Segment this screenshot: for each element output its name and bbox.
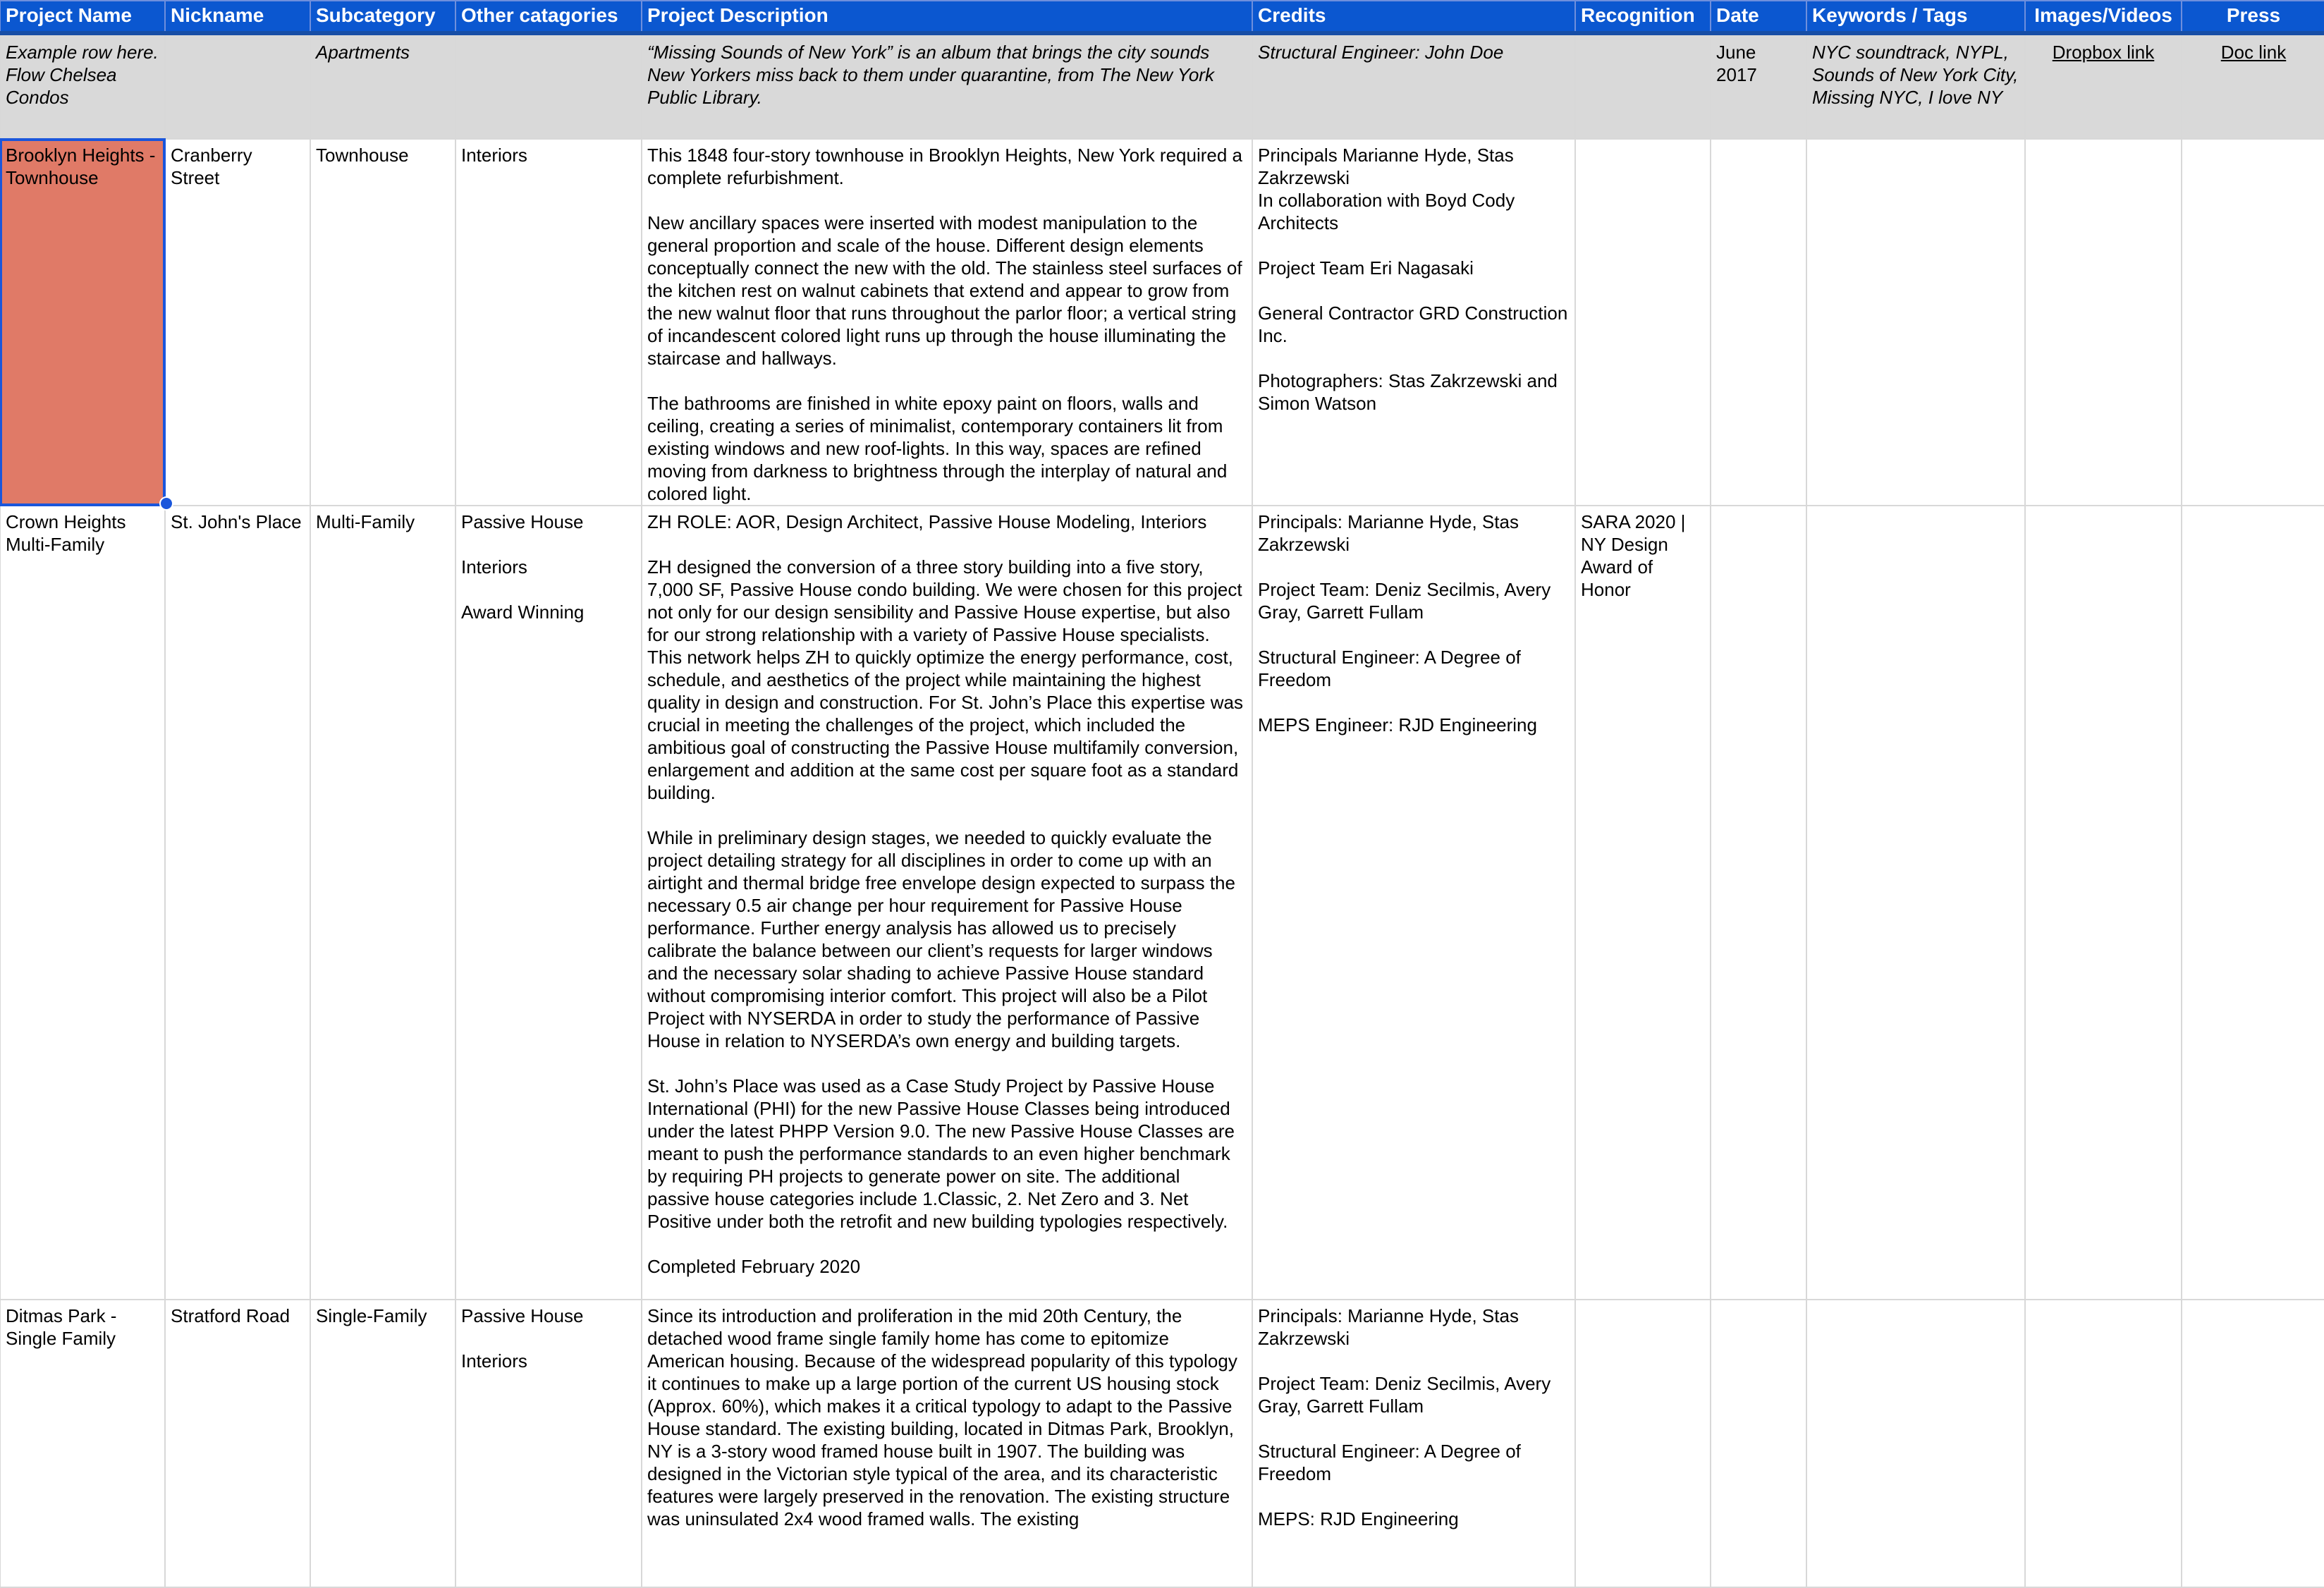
cell-credits[interactable]: Principals Marianne Hyde, Stas Zakrzewski In collaboration with Boyd Cody Architects Project Team Eri Nagasaki General Contractor GRD Construction Inc. Photographers: Stas Zakrzewski and Simon Watson: [1252, 139, 1575, 506]
cell-other-categories[interactable]: Passive House Interiors Award Winning: [455, 506, 642, 1300]
cell-project-description[interactable]: This 1848 four-story townhouse in Brooklyn Heights, New York required a complete refurbishment. New ancillary spaces were inserted with modest manipulation to the general proportion and scale of the house. Different design elements conceptually connect the new with the old. The stainless steel surfaces of the kitchen rest on walnut cabinets that extend and appear to grow from the new walnut floor that runs throughout the parlor floor; a vertical string of incandescent colored light runs up through the house illuminating the staircase and hallways. The bathrooms are finished in white epoxy paint on floors, walls and ceiling, creating a series of minimalist, contemporary containers lit from existing windows and new roof-lights. In this way, spaces are refined moving from darkness to brightness through the interplay of natural and colored light.: [642, 139, 1252, 506]
column-header-subcategory[interactable]: Subcategory: [310, 1, 455, 33]
cell-date[interactable]: June 2017: [1711, 33, 1806, 139]
cell-other-categories[interactable]: Interiors: [455, 139, 642, 506]
column-header-press[interactable]: Press: [2182, 1, 2324, 33]
cell-recognition[interactable]: [1575, 1300, 1711, 1587]
cell-nickname[interactable]: Stratford Road: [165, 1300, 310, 1587]
cell-press[interactable]: [2182, 506, 2324, 1300]
column-header-images-videos[interactable]: Images/Videos: [2025, 1, 2182, 33]
cell-keywords-tags[interactable]: NYC soundtrack, NYPL, Sounds of New York City, Missing NYC, I love NY: [1806, 33, 2025, 139]
column-header-credits[interactable]: Credits: [1252, 1, 1575, 33]
table-row: [0, 506, 2324, 1300]
table-row: [0, 139, 2324, 506]
column-header-keywords-tags[interactable]: Keywords / Tags: [1806, 1, 2025, 33]
column-header-nickname[interactable]: Nickname: [165, 1, 310, 33]
doc-link[interactable]: Doc link: [2220, 42, 2287, 63]
cell-press[interactable]: [2182, 33, 2324, 139]
selection-fill-handle[interactable]: [159, 496, 173, 511]
cell-subcategory[interactable]: Townhouse: [310, 139, 455, 506]
cell-nickname[interactable]: Cranberry Street: [165, 139, 310, 506]
cell-project-name-selected[interactable]: Brooklyn Heights - Townhouse: [0, 139, 165, 506]
column-header-project-name[interactable]: Project Name: [0, 1, 165, 33]
cell-date[interactable]: [1711, 1300, 1806, 1587]
column-header-date[interactable]: Date: [1711, 1, 1806, 33]
cell-project-name[interactable]: Crown Heights Multi-Family: [0, 506, 165, 1300]
cell-nickname[interactable]: [165, 33, 310, 139]
example-row: [0, 33, 2324, 139]
cell-date[interactable]: [1711, 506, 1806, 1300]
cell-project-description[interactable]: Since its introduction and proliferation in the mid 20th Century, the detached wood frame single family home has come to epitomize American housing. Because of the widespread popularity of this typology it continues to make up a large portion of the current US housing stock (Approx. 60%), which makes it a critical typology to adapt to the Passive House standard. The existing building, located in Ditmas Park, Brooklyn, NY is a 3-story wood framed house built in 1907. The building was designed in the Victorian style typical of the area, and its characteristic features were largely preserved in the renovation. The existing structure was uninsulated 2x4 wood framed walls. The existing: [642, 1300, 1252, 1587]
cell-project-description[interactable]: ZH ROLE: AOR, Design Architect, Passive House Modeling, Interiors ZH designed the conversion of a three story building into a five story, 7,000 SF, Passive House condo building. We were chosen for this project not only for our design sensibility and Passive House expertise, but also for our strong relationship with a variety of Passive House specialists. This network helps ZH to quickly optimize the energy performance, cost, schedule, and aesthetics of the project while maintaining the highest quality in design and construction. For St. John’s Place this expertise was crucial in meeting the challenges of the project, which included the ambitious goal of constructing the Passive House multifamily conversion, enlargement and addition at the same cost per square foot as a standard building. While in preliminary design stages, we needed to quickly evaluate the project detailing strategy for all disciplines in order to come up with an airtight and thermal bridge free envelope design expected to surpass the necessary 0.5 air change per hour requirement for Passive House performance. Further energy analysis has allowed us to precisely calibrate the balance between our client’s requests for larger windows and the necessary solar shading to achieve Passive House standard without compromising interior comfort. This project will also be a Pilot Project with NYSERDA in order to study the performance of Passive House in relation to NYSERDA’s own energy and building targets. St. John’s Place was used as a Case Study Project by Passive House International (PHI) for the new Passive House Classes being introduced under the latest PHPP Version 9.0. The new Passive House Classes are meant to push the performance standards to an even higher benchmark by requiring PH projects to generate power on site. The additional passive house categories include 1.Classic, 2. Net Zero and 3. Net Positive under both the retrofit and new building typologies respectively. Completed February 2020: [642, 506, 1252, 1300]
cell-other-categories[interactable]: [455, 33, 642, 139]
cell-project-name[interactable]: Ditmas Park - Single Family: [0, 1300, 165, 1587]
cell-images-videos[interactable]: [2025, 1300, 2182, 1587]
cell-subcategory[interactable]: Apartments: [310, 33, 455, 139]
column-header-recognition[interactable]: Recognition: [1575, 1, 1711, 33]
cell-other-categories[interactable]: Passive House Interiors: [455, 1300, 642, 1587]
column-header-other-categories[interactable]: Other catagories: [455, 1, 642, 33]
cell-recognition[interactable]: [1575, 33, 1711, 139]
cell-keywords-tags[interactable]: [1806, 1300, 2025, 1587]
table-row: [0, 1300, 2324, 1587]
cell-nickname[interactable]: St. John's Place: [165, 506, 310, 1300]
cell-keywords-tags[interactable]: [1806, 506, 2025, 1300]
cell-images-videos[interactable]: [2025, 139, 2182, 506]
cell-credits[interactable]: Principals: Marianne Hyde, Stas Zakrzewski Project Team: Deniz Secilmis, Avery Gray, Garrett Fullam Structural Engineer: A Degree of Freedom MEPS Engineer: RJD Engineering: [1252, 506, 1575, 1300]
cell-subcategory[interactable]: Multi-Family: [310, 506, 455, 1300]
cell-press[interactable]: [2182, 139, 2324, 506]
cell-press[interactable]: [2182, 1300, 2324, 1587]
cell-project-name[interactable]: Example row here. Flow Chelsea Condos: [0, 33, 165, 139]
cell-project-description[interactable]: “Missing Sounds of New York” is an album that brings the city sounds New Yorkers miss back to them under quarantine, from The New York Public Library.: [642, 33, 1252, 139]
cell-subcategory[interactable]: Single-Family: [310, 1300, 455, 1587]
dropbox-link[interactable]: Dropbox link: [2052, 42, 2155, 63]
cell-images-videos[interactable]: [2025, 33, 2182, 139]
cell-keywords-tags[interactable]: [1806, 139, 2025, 506]
cell-recognition[interactable]: [1575, 139, 1711, 506]
cell-recognition[interactable]: SARA 2020 | NY Design Award of Honor: [1575, 506, 1711, 1300]
column-header-project-description[interactable]: Project Description: [642, 1, 1252, 33]
cell-date[interactable]: [1711, 139, 1806, 506]
cell-images-videos[interactable]: [2025, 506, 2182, 1300]
cell-credits[interactable]: Principals: Marianne Hyde, Stas Zakrzewski Project Team: Deniz Secilmis, Avery Gray, Garrett Fullam Structural Engineer: A Degree of Freedom MEPS: RJD Engineering: [1252, 1300, 1575, 1587]
cell-credits[interactable]: Structural Engineer: John Doe: [1252, 33, 1575, 139]
header-row: [0, 1, 2324, 33]
